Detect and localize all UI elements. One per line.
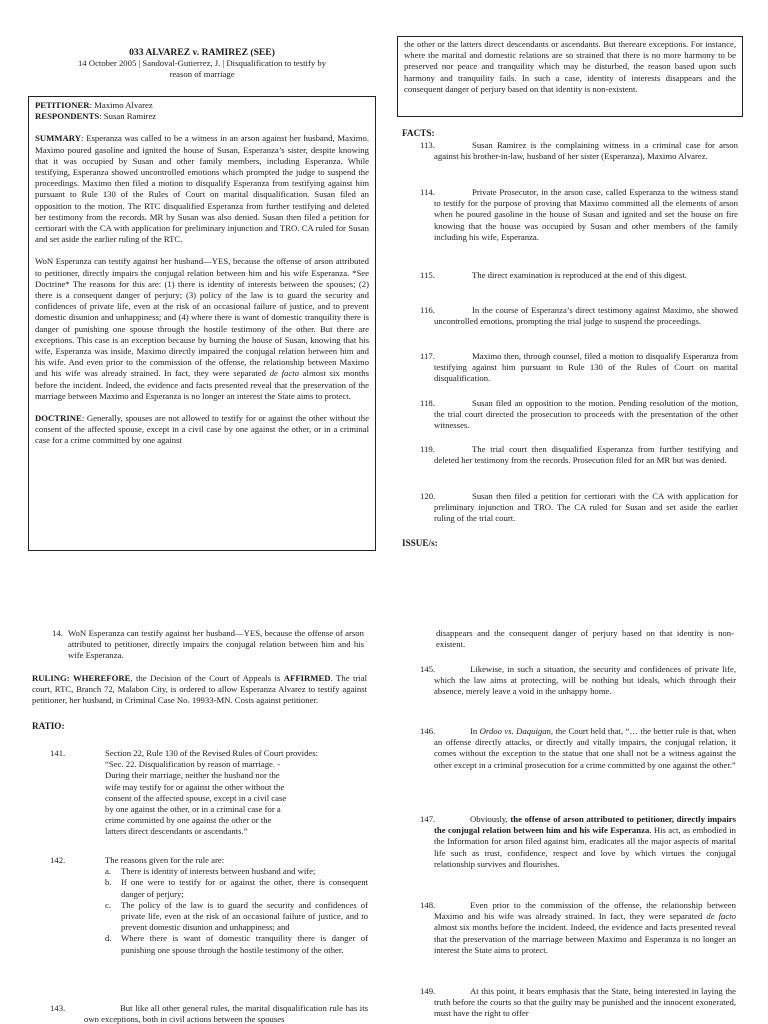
case-date-ponente: 14 October 2005 | Sandoval-Gutierrez, J. | Disqualification to testify by <box>77 58 327 69</box>
doctrine-paragraph <box>35 413 369 447</box>
won-text-a: WoN Esperanza can testify against her husband—YES, because the offense of arson attributed to petitioner, directly impairs the conjugal relation between him and his wife Esperanza. *See Doctrine* The reasons for this are: (1) there is identity of interests between the spouses; (2) there is a consequent danger of perjury; (3) policy of the law is to guard the security and confidences of private life, even at the risk of an occasional failure of justice, and to prevent domestic disunion and unhappiness; and (4) where there is want of domestic tranquility there is danger of punishing one spouse through the hostile testimony of the other. But there are exceptions. This case is an exception because by burning the house of Susan, knowing that his wife, Esperanza was inside, Maximo directly impaired the conjugal relation between him and his wife. And even prior to the commission of the offense, the relationship between Maximo and his wife was already strained. In fact, they were separated <box>35 256 369 379</box>
respondents-label: RESPONDENTS <box>35 111 100 122</box>
case-topic: reason of marriage <box>169 69 235 80</box>
issue-item: 14. WoN Esperanza can testify against her husband—YES, because the offense of arson attributed to petitioner, directly impairs the conjugal relation between him and his wife Esperanza. <box>52 628 364 661</box>
doctrine-text: : Generally, spouses are not allowed to testify for or against the other without the consent of the affected spouse, except in a civil case by one against the other, or in a criminal case for a crime committed by one against <box>35 413 369 446</box>
petitioner-label: PETITIONER <box>35 100 90 110</box>
fact-item: 115. The direct examination is reproduced at the end of this digest. <box>420 270 687 280</box>
fact-item: 120. Susan then filed a petition for certiorari with the CA with application for preliminary injunction and TRO. The CA ruled for Susan and set aside the earlier ruling of the trial court. <box>420 491 738 524</box>
case-title: 033 ALVAREZ v. RAMIREZ (SEE) <box>129 47 275 58</box>
issues-heading: ISSUE/s: <box>402 538 438 548</box>
won-text-b: almost six months before the incident. Indeed, the evidence and facts presented reveal that the preservation of the marriage between Maximo and Esperanza is no longer an interest the State aims to protect. <box>35 368 369 401</box>
digest-box-right <box>397 36 743 117</box>
ratio-item-146: 146. In Ordoo vs. Daquigan, the Court held that, “… the better rule is that, when an offense directly attacks, or directly and vitally impairs, the conjugal relation, it comes without the exception to the statue that one shall not be a witness against the other except in a criminal prosecution for a crime committed by one against the other.” <box>420 726 736 770</box>
petitioner-line <box>35 100 369 111</box>
ratio-144-continued: disappears and the consequent danger of perjury based on that identity is non-existent. <box>436 628 734 650</box>
fact-item: 113. Susan Ramirez is the complaining witness in a criminal case for arson against his brother-in-law, husband of her sister (Esperanza), Maximo Alvarez. <box>420 140 738 162</box>
fact-item: 117. Maximo then, through counsel, filed a motion to disqualify Esperanza from testifying against him pursuant to Rule 130 of the Rules of Court on marital disqualification. <box>420 351 738 384</box>
summary-label: SUMMARY <box>35 133 82 144</box>
ratio-item-149: 149. At this point, it bears emphasis that the State, being interested in laying the truth before the courts so that the guilty may be punished and the innocent exonerated, must have the right to offer <box>420 986 736 1019</box>
facts-heading: FACTS: <box>402 128 435 138</box>
doctrine-label: DOCTRINE <box>35 413 82 424</box>
petitioner-name: : Maximo Alvarez <box>89 100 153 110</box>
ratio-heading: RATIO: <box>32 721 65 731</box>
ratio-item-145: 145. Likewise, in such a situation, the security and confidences of private life, which the law aims at protecting, will be nothing but ideals, which through their absence, merely leave a void in the unhappy home. <box>420 664 736 697</box>
respondents-line <box>35 111 369 122</box>
reason-item: c. The policy of the law is to guard the security and confidences of private life, even at the risk of an occasional failure of justice, and to prevent domestic disunion and unhappiness; and <box>105 899 368 933</box>
doctrine-continued: the other or the latters direct descendants or ascendants. But thereare exceptions. For instance, where the marital and domestic relations are so strained that there is no more harmony to be preserved nor peace and tranquility which may be disturbed, the reason based upon such harmony and tranquility fails. In such a case, identity of interests disappears and the consequent danger of perjury based on that identity is non-existent. <box>404 39 736 94</box>
fact-item: 116. In the course of Esperanza’s direct testimony against Maximo, she showed uncontrolled emotions, prompting the trial judge to suspend the proceedings. <box>420 305 738 327</box>
summary-paragraph <box>35 133 369 245</box>
ruling-paragraph: RULING: WHEREFORE, the Decision of the Court of Appeals is AFFIRMED. The trial court, RTC, Branch 72, Malabon City, is ordered to allow Esperanza Alvarez to testify against petitioner, her husband, in Criminal Case No. 19933-MN. Costs against petitioner. <box>32 673 367 706</box>
fact-item: 119. The trial court then disqualified Esperanza from further testifying and deleted her testimony from the records. Prosecution filed for an MR but was denied. <box>420 444 738 466</box>
reason-item: b. If one were to testify for or against the other, there is consequent danger of perjury; <box>105 877 368 899</box>
reason-item: d. Where there is want of domestic tranquility there is danger of punishing one spouse through the hostile testimony of the other. <box>105 933 368 955</box>
respondents-name: : Susan Ramirez <box>99 111 157 122</box>
ratio-item-141: 141. Section 22, Rule 130 of the Revised Rules of Court provides: “Sec. 22. Disqualification by reason of marriage. - During their marriage, neither the husband nor the wife may testify for or against the other without the consent of the affected spouse, except in a civil case by one against the other, or in a criminal case for a crime committed by one against the other or the latters direct descendants or ascendants.” <box>50 748 319 837</box>
ratio-item-148: 148. Even prior to the commission of the offense, the relationship between Maximo and his wife was already strained. In fact, they were separated de facto almost six months before the incident. Indeed, the evidence and facts presented reveal that the preservation of the marriage between Maximo and Esperanza is no longer an interest the State aims to protect. <box>420 900 736 955</box>
won-de-facto: de facto <box>269 368 299 379</box>
case-header <box>38 47 366 81</box>
ratio-item-142: 142. The reasons given for the rule are: a. There is identity of interests between husband and wife; b. If one were to testify for or against the other, there is consequent danger of perjury; c. The policy of the law is to guard the security and confidences of private life, even at the risk of an occasional failure of justice, and to prevent domestic disunion and unhappiness; and d. Where there is want of domestic tranquility there is danger of punishing one spouse through the hostile testimony of the other. <box>50 855 368 955</box>
fact-item: 114. Private Prosecutor, in the arson case, called Esperanza to the witness stand to testify for the purpose of proving that Maximo committed all the elements of arson when he poured gasoline in the house of Susan and ignited and set the house on fire knowing that the house was occupied by Susan and other members of the family including his wife, Esperanza. <box>420 187 738 242</box>
digest-box-left <box>28 96 376 551</box>
summary-text: : Esperanza was called to be a witness in an arson against her husband, Maximo. Maximo poured gasoline and ignited the house of Susan, Esperanza’s sister, despite knowing that it was occupied by Susan and other family members, including Esperanza. While testifying, Esperanza showed uncontrolled emotions which prompted the judge to suspend the proceedings. Maximo then filed a motion to disqualify Esperanza from testifying against him pursuant to Rule 130 of the Rules of Court on marital disqualification. Susan filed an opposition to the motion. The RTC disqualified Esperanza from further testifying and deleted her testimony from the records. MR by Susan was also denied. Susan then filed a petition for certiorari with the CA with application for preliminary injunction and TRO. CA ruled for Susan and set aside the earlier ruling of the RTC. <box>35 133 369 245</box>
ratio-item-147: 147. Obviously, the offense of arson attributed to petitioner, directly impairs the conjugal relation between him and his wife Esperanza. His act, as embodied in the Information for arson filed against him, eradicates all the major aspects of marital life such as trust, confidence, respect and love by which virtues the conjugal relationship survives and flourishes. <box>420 814 736 869</box>
reason-item: a. There is identity of interests between husband and wife; <box>105 866 316 877</box>
ratio-item-143: 143. But like all other general rules, the marital disqualification rule has its own exceptions, both in civil actions between the spouses <box>50 1003 368 1024</box>
fact-item: 118. Susan filed an opposition to the motion. Pending resolution of the motion, the trial court directed the prosecution to proceeds with the presentation of the other witnesses. <box>420 398 738 431</box>
won-paragraph <box>35 256 369 402</box>
